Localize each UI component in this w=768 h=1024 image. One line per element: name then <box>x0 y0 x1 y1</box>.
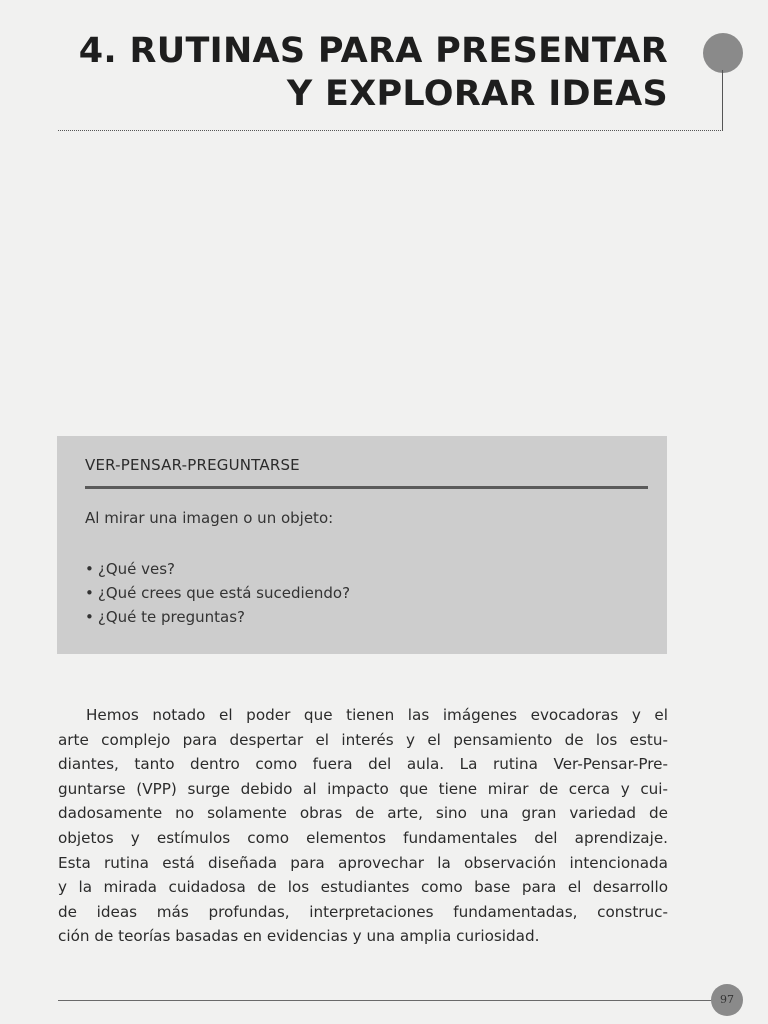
paragraph-line: arte complejo para despertar el interés y el pensamiento de los estu- <box>58 730 668 749</box>
routine-questions <box>85 557 350 629</box>
chapter-marker-dot <box>703 33 743 73</box>
bullet-icon: • <box>85 584 94 602</box>
chapter-title-line-2: Y EXPLORAR IDEAS <box>286 74 668 114</box>
paragraph-line: Esta rutina está diseñada para aprovechar la observación intencionada <box>58 853 668 872</box>
question-text: ¿Qué ves? <box>97 560 176 578</box>
routine-title-rule <box>85 486 648 489</box>
question-text: ¿Qué te preguntas? <box>97 608 245 626</box>
paragraph-line: guntarse (VPP) surge debido al impacto que tiene mirar de cerca y cui- <box>58 779 668 798</box>
question-item <box>85 557 350 581</box>
chapter-title-line-1: 4. RUTINAS PARA PRESENTAR <box>78 31 668 71</box>
question-item <box>85 581 350 605</box>
routine-intro: Al mirar una imagen o un objeto: <box>85 509 334 527</box>
body-paragraph <box>58 703 668 949</box>
chapter-marker-line <box>722 70 723 130</box>
paragraph-line: ción de teorías basadas en evidencias y una amplia curiosidad. <box>58 927 540 946</box>
paragraph-line: dadosamente no solamente obras de arte, sino una gran variedad de <box>58 804 668 823</box>
paragraph-line: Hemos notado el poder que tienen las imágenes evocadoras y el <box>86 706 668 724</box>
question-item <box>85 605 350 629</box>
routine-title: VER-PENSAR-PREGUNTARSE <box>85 456 300 474</box>
paragraph-line: y la mirada cuidadosa de los estudiantes como base para el desarrollo <box>58 878 668 897</box>
paragraph-line: objetos y estímulos como elementos fundamentales del aprendizaje. <box>58 828 668 847</box>
paragraph-line: de ideas más profundas, interpretaciones fundamentadas, construc- <box>58 902 668 921</box>
paragraph-line: diantes, tanto dentro como fuera del aula. La rutina Ver-Pensar-Pre- <box>58 755 668 774</box>
bullet-icon: • <box>85 608 94 626</box>
footer-divider <box>58 1000 712 1001</box>
routine-box <box>57 436 667 654</box>
bullet-icon: • <box>85 560 94 578</box>
question-text: ¿Qué crees que está sucediendo? <box>97 584 351 602</box>
header-divider <box>58 130 723 131</box>
chapter-title <box>68 30 668 116</box>
page-number: 97 <box>711 984 743 1016</box>
